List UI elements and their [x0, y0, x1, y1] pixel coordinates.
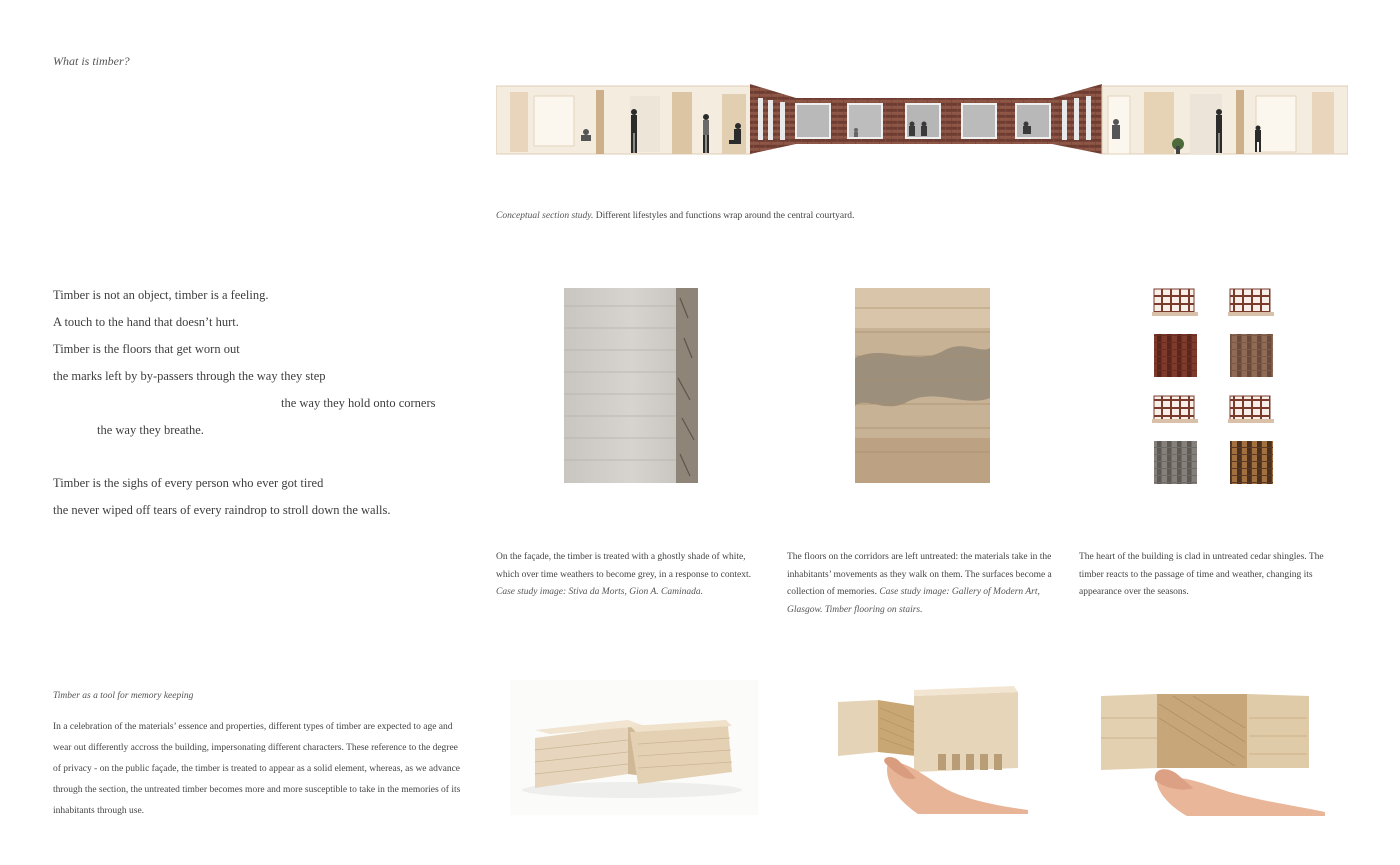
model-photo-2	[828, 682, 1028, 814]
facade-caption-italic: Case study image: Stiva da Morts, Gion A. Caminada.	[496, 587, 703, 597]
memory-body: In a celebration of the materials’ essence and properties, different types of timber are expected to age and wear out differently accross the building, impersonating different characters. These reference to the degree of privacy - on the public façade, the timber is treated to appear as a solid element, whereas, as we advance through the section, the untreated timber becomes more and more susceptible to take in the memories of its inhabitants through use.	[53, 722, 461, 816]
poem-line: A touch to the hand that doesn’t hurt.	[53, 315, 239, 329]
section-caption-text: Different lifestyles and functions wrap around the central courtyard.	[593, 211, 855, 221]
poem-line: Timber is the floors that get worn out	[53, 342, 240, 356]
facade-caption-text: On the façade, the timber is treated with a ghostly shade of white, which over time weathers to become grey, in a response to context.	[496, 552, 752, 580]
memory-title: Timber as a tool for memory keeping	[53, 691, 194, 701]
poem-line: Timber is the sighs of every person who ever got tired	[53, 476, 324, 490]
floors-caption-text: The floors on the corridors are left untreated: the materials take in the inhabitants’ movements as they walk on them. The surfaces become a collection of memories.	[787, 552, 1052, 597]
poem-line: the marks left by by-passers through the way they step	[53, 369, 326, 383]
section-caption-italic: Conceptual section study.	[496, 211, 594, 221]
section-study-image	[496, 82, 1348, 158]
cedar-samples-image	[1152, 287, 1276, 487]
heart-caption	[1079, 549, 1341, 602]
heart-caption-text: The heart of the building is clad in untreated cedar shingles. The timber reacts to the passage of time and weather, changing its appearance over the seasons.	[1079, 552, 1324, 597]
poem-line: Timber is not an object, timber is a feeling.	[53, 288, 269, 302]
section-caption	[496, 211, 854, 221]
facade-timber-image	[564, 288, 698, 483]
poem-line: the never wiped off tears of every raindrop to stroll down the walls.	[53, 503, 391, 517]
page-heading: What is timber?	[53, 54, 130, 68]
poem-line: the way they hold onto corners	[281, 396, 436, 410]
facade-caption	[496, 549, 764, 602]
poem-line: the way they breathe.	[97, 423, 204, 437]
model-photo-1	[510, 680, 758, 815]
floors-caption	[787, 549, 1055, 619]
model-photo-3	[1097, 688, 1325, 816]
floor-timber-image	[855, 288, 990, 483]
floors-caption-italic: Case study image: Gallery of Modern Art, Glasgow. Timber flooring on stairs.	[787, 587, 1040, 615]
